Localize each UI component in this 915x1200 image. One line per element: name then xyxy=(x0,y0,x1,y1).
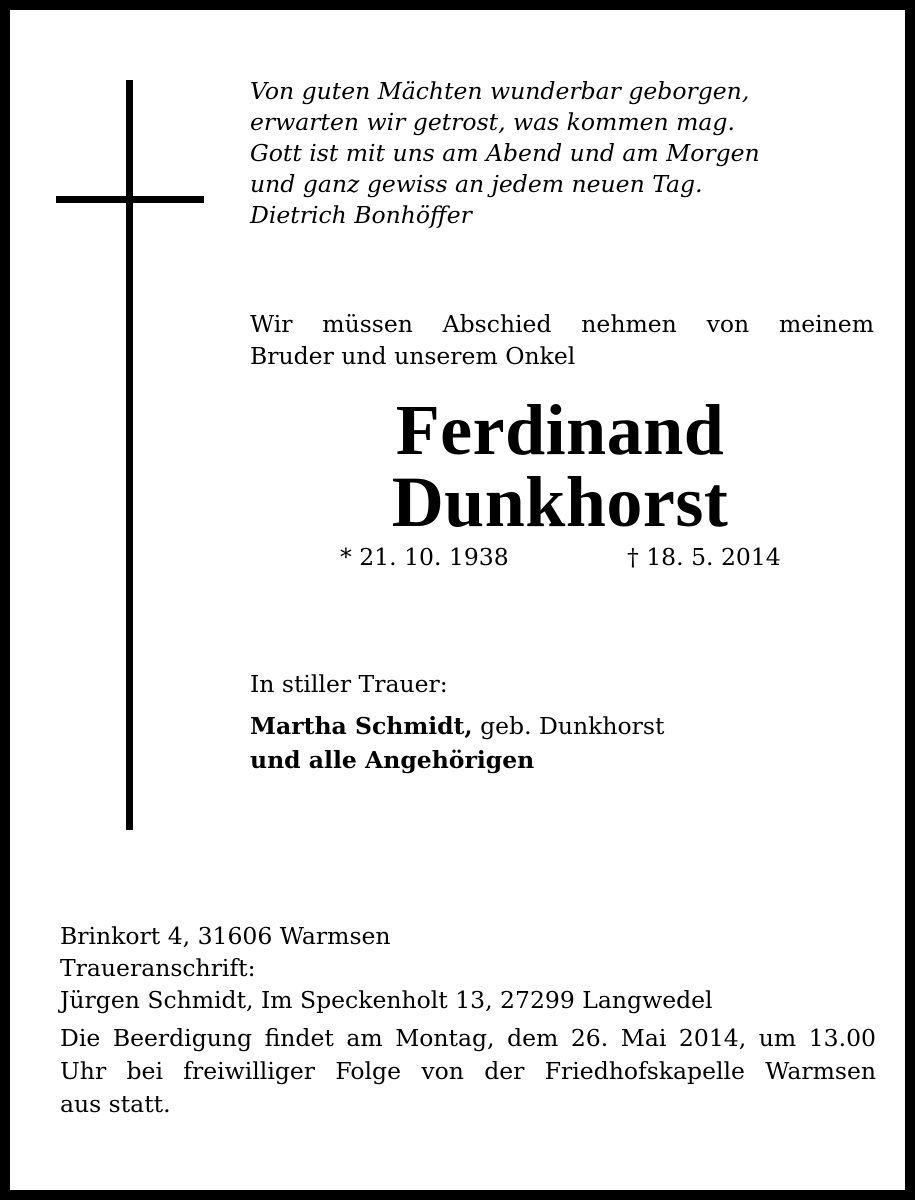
primary-mourner-note: geb. Dunkhorst xyxy=(480,712,665,740)
home-address: Brinkort 4, 31606 Warmsen xyxy=(60,922,391,950)
poem-line: und ganz gewiss an jedem neuen Tag. xyxy=(250,170,703,198)
poem-author: Dietrich Bonhöffer xyxy=(250,201,472,229)
poem-line: Von guten Mächten wunderbar geborgen, xyxy=(250,77,750,105)
funeral-notice-line: Die Beerdigung findet am Montag, dem 26. Mai 2014, um 13.00 xyxy=(60,1024,876,1052)
cross-icon-vertical-bar xyxy=(126,80,133,830)
deceased-last-name: Dunkhorst xyxy=(391,462,729,542)
mourning-address: Jürgen Schmidt, Im Speckenholt 13, 27299 Langwedel xyxy=(60,986,713,1014)
poem-line: Gott ist mit uns am Abend und am Morgen xyxy=(250,139,760,167)
primary-mourner xyxy=(250,710,664,742)
deceased-first-name: Ferdinand xyxy=(395,390,725,470)
farewell-intro-line: Bruder und unserem Onkel xyxy=(250,342,576,370)
other-mourners: und alle Angehörigen xyxy=(250,746,535,774)
primary-mourner-name: Martha Schmidt, xyxy=(250,712,473,740)
poem xyxy=(250,76,890,231)
death-date: † 18. 5. 2014 xyxy=(627,543,781,571)
funeral-notice xyxy=(60,1022,876,1121)
poem-line: erwarten wir getrost, was kommen mag. xyxy=(250,108,735,136)
farewell-intro xyxy=(250,308,874,372)
cross-icon-horizontal-bar xyxy=(56,196,204,203)
address-block xyxy=(60,920,713,1016)
mourning-address-label: Traueranschrift: xyxy=(60,954,256,982)
mourning-label: In stiller Trauer: xyxy=(250,670,448,698)
funeral-notice-line: Uhr bei freiwilliger Folge von der Friedhofskapelle Warmsen xyxy=(60,1057,876,1085)
farewell-intro-line: Wir müssen Abschied nehmen von meinem xyxy=(250,310,874,338)
birth-date: * 21. 10. 1938 xyxy=(340,543,509,571)
funeral-notice-line: aus statt. xyxy=(60,1090,171,1118)
